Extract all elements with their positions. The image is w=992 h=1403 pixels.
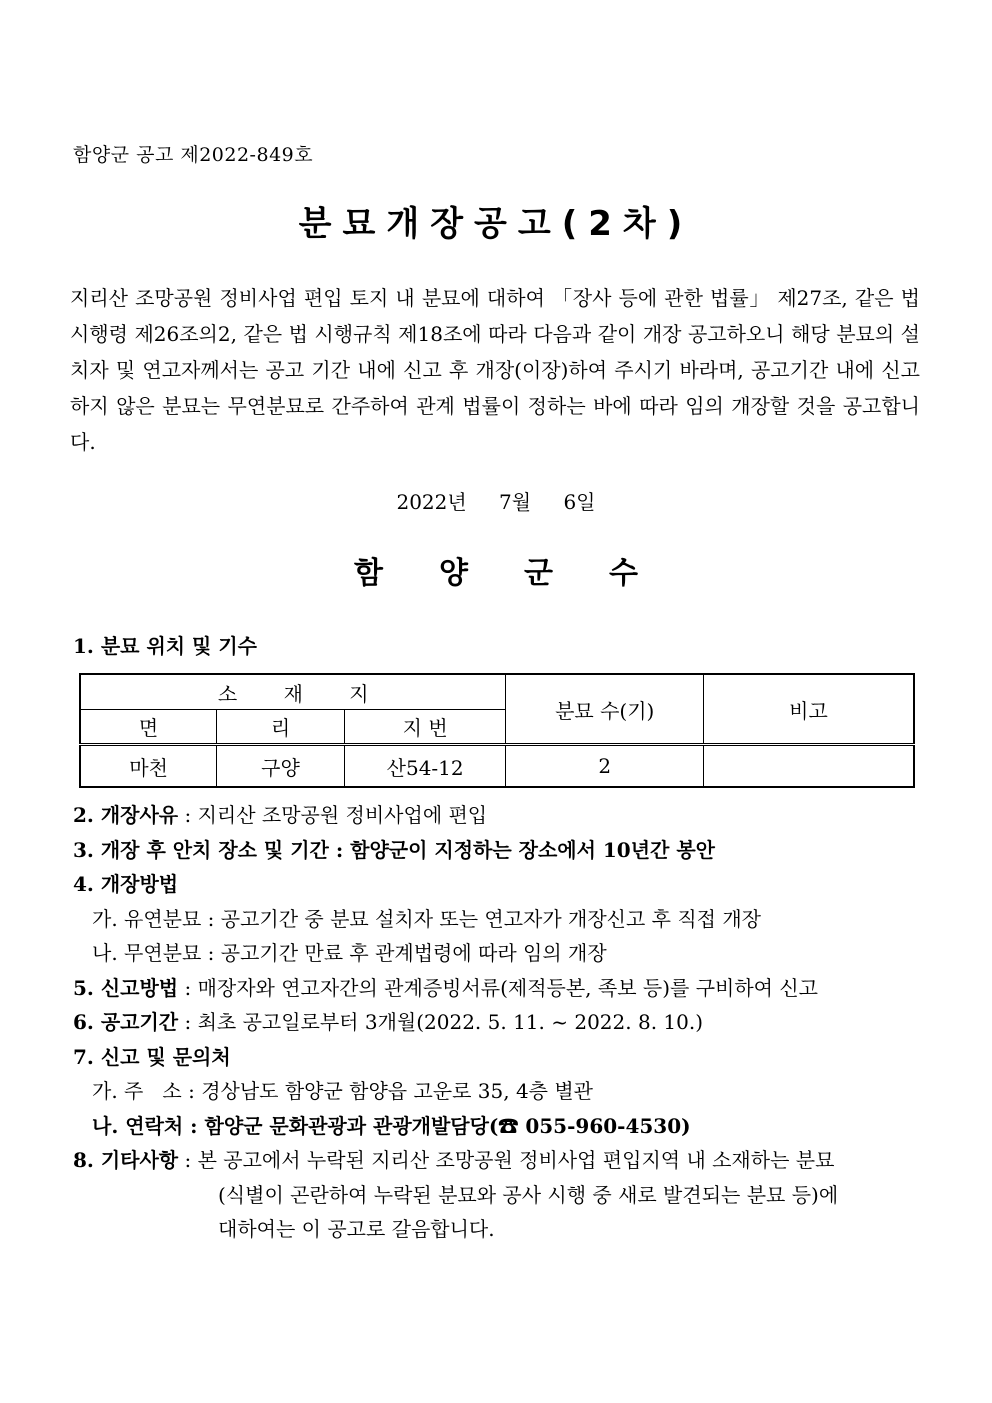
count-cell: 2 [506,745,704,788]
remark-cell [704,745,915,788]
item-4-a: 가. 유연분묘 : 공고기간 중 분묘 설치자 또는 연고자가 개장신고 후 직접 개장 [92,906,761,931]
item-6 [73,1005,933,1040]
count-header: 분묘 수(기) [506,674,704,745]
item-5-label: 5. 신고방법 [73,975,179,1000]
grave-table [79,673,915,788]
item-4-label: 4. 개장방법 [73,872,179,896]
table-row [80,745,914,788]
item-2-label: 2. 개장사유 [73,803,179,827]
myeon-cell: 마천 [80,745,217,788]
item-5 [73,971,933,1006]
item-6-label: 6. 공고기간 [73,1010,179,1034]
item-3: 3. 개장 후 안치 장소 및 기간 : 함양군이 지정하는 장소에서 10년간 봉안 [73,837,715,862]
notice-body: 지리산 조망공원 정비사업 편입 토지 내 분묘에 대하여 「장사 등에 관한 법률」 제27조, 같은 법 시행령 제26조의2, 같은 법 시행규칙 제18조에 따라 다음과 같이 개장 공고하오니 해당 분묘의 설치자 및 연고자께서는 공고 기간 내에 신고 후 개장(이장)하여 주시기 바라며, 공고기간 내에 신고하지 않은 분묘는 무연분묘로 간주하여 관계 법률이 정하는 바에 따라 임의 개장할 것을 공고합니다. [70,286,920,454]
item-8-label: 8. 기타사항 [73,1148,179,1172]
item-8 [73,1143,933,1178]
item-8-line1: : 본 공고에서 누락된 지리산 조망공원 정비사업 편입지역 내 소재하는 분묘 [178,1148,835,1172]
jibeon-header: 지 번 [344,710,506,745]
item-2 [73,798,933,833]
item-7-label: 7. 신고 및 문의처 [73,1044,231,1069]
ri-cell: 구양 [217,745,345,788]
contact-phone: 055-960-4530) [518,1113,691,1138]
signer: 함양군수 [354,556,694,591]
location-header: 소 재 지 [80,674,506,710]
item-7-b [73,1109,933,1144]
jibeon-cell: 산54-12 [344,745,506,788]
contact-prefix: 나. 연락처 : 함양군 문화관광과 관광개발담당( [92,1113,499,1138]
phone-icon: ☎ [498,1113,519,1138]
item-6-text: : 최초 공고일로부터 3개월(2022. 5. 11. ~ 2022. 8. 10.) [178,1010,704,1034]
notice-number: 함양군 공고 제2022-849호 [73,144,314,166]
section-1-heading: 1. 분묘 위치 및 기수 [73,634,257,658]
item-4-b: 나. 무연분묘 : 공고기간 만료 후 관계법령에 따라 임의 개장 [92,941,607,965]
remark-header: 비고 [704,674,915,745]
item-8-line2: (식별이 곤란하여 누락된 분묘와 공사 시행 중 새로 발견되는 분묘 등)에 [218,1182,839,1207]
item-5-text: : 매장자와 연고자간의 관계증빙서류(제적등본, 족보 등)를 구비하여 신고 [178,975,818,1000]
notice-items [73,798,933,1247]
ri-header: 리 [217,710,345,745]
item-7-a: 가. 주 소 : 경상남도 함양군 함양읍 고운로 35, 4층 별관 [92,1079,593,1103]
item-2-text: : 지리산 조망공원 정비사업에 편입 [178,803,488,827]
myeon-header: 면 [80,710,217,745]
item-8-line3: 대하여는 이 공고로 갈음합니다. [218,1217,495,1241]
table-header-row [80,674,914,710]
notice-date: 2022년 7월 6일 [396,490,596,514]
notice-title: 분묘개장공고(2차) [298,204,694,244]
